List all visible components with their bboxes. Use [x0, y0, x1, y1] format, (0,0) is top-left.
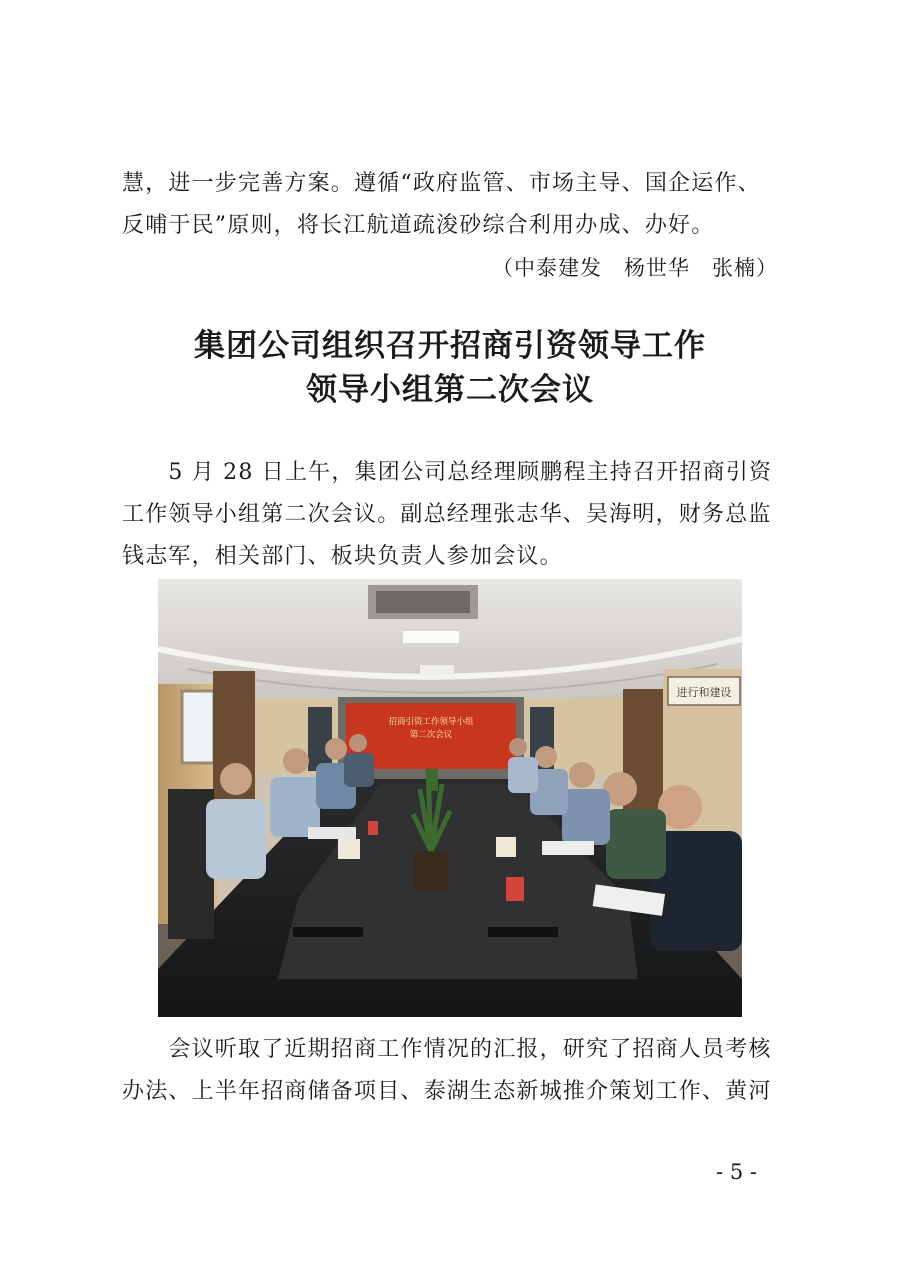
article-title-line-2: 领导小组第二次会议 — [306, 372, 594, 408]
page-number: - 5 - — [716, 1160, 757, 1184]
meeting-photo — [158, 579, 742, 1017]
paragraph-1-line-3: 钱志军，相关部门、板块负责人参加会议。 — [122, 544, 563, 569]
paragraph-1-line-2: 工作领导小组第二次会议。副总经理张志华、吴海明，财务总监 — [122, 502, 772, 527]
screen-text-line-1: 招商引资工作领导小组 — [388, 717, 474, 727]
intro-line-1: 慧，进一步完善方案。遵循“政府监管、市场主导、国企运作、 — [122, 171, 761, 196]
article-title-line-1: 集团公司组织召开招商引资领导工作 — [194, 328, 706, 364]
intro-line-2: 反哺于民”原则，将长江航道疏浚砂综合利用办成、办好。 — [122, 213, 715, 238]
screen-text-line-2: 第二次会议 — [409, 730, 453, 740]
byline: （中泰建发 杨世华 张楠） — [492, 256, 778, 280]
paragraph-2-line-2: 办法、上半年招商储备项目、泰湖生态新城推介策划工作、黄河 — [122, 1079, 772, 1104]
paragraph-1-line-1: 5 月 28 日上午，集团公司总经理顾鹏程主持召开招商引资 — [122, 460, 773, 485]
calligraphy-scroll: 进行和建设 — [676, 686, 732, 699]
paragraph-2-line-1: 会议听取了近期招商工作情况的汇报，研究了招商人员考核 — [122, 1037, 772, 1062]
